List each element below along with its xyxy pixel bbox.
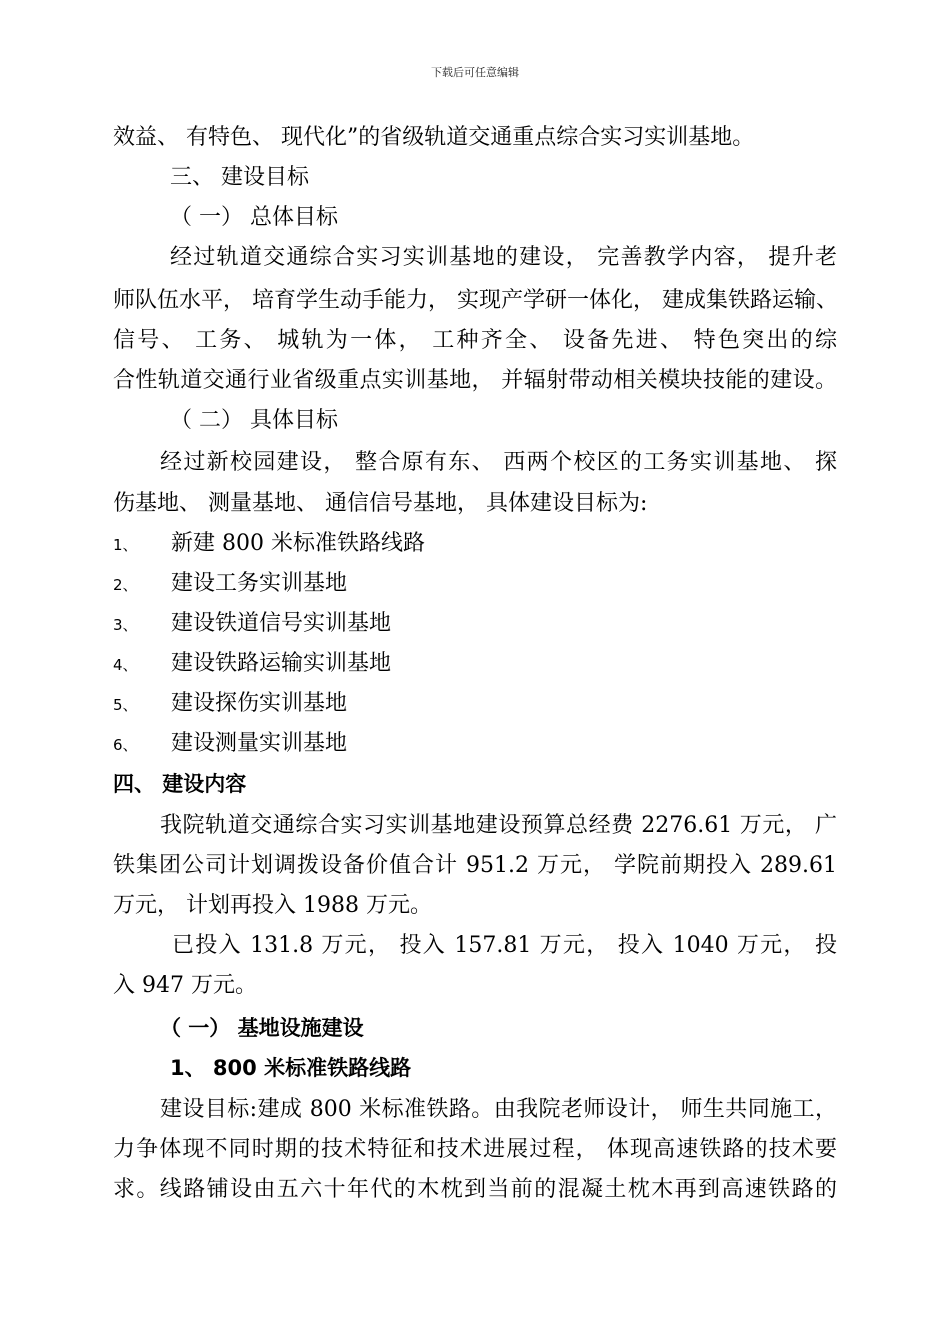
list-number: 6、 [113, 736, 138, 754]
paragraph-line: 已投入 131.8 万元， 投入 157.81 万元， 投入 1040 万元， 投 [172, 933, 837, 958]
list-item [113, 650, 391, 679]
section-heading: 三、 建设目标 [170, 165, 309, 190]
paragraph-line: 求。线路铺设由五六十年代的木枕到当前的混凝土枕木再到高速铁路的 [113, 1177, 837, 1202]
list-text: 建设铁路运输实训基地 [171, 651, 392, 676]
paragraph-line: 师队伍水平， 培育学生动手能力， 实现产学研一体化， 建成集铁路运输、 [113, 288, 838, 313]
paragraph-line: 合性轨道交通行业省级重点实训基地， 并辐射带动相关模块技能的建设。 [113, 368, 837, 393]
page-header: 下载后可任意编辑 [431, 66, 519, 79]
paragraph-line: 经过新校园建设， 整合原有东、 西两个校区的工务实训基地、 探 [160, 450, 837, 475]
paragraph-line: 我院轨道交通综合实习实训基地建设预算总经费 2276.61 万元， 广 [160, 813, 837, 838]
list-text: 建设工务实训基地 [171, 571, 348, 596]
paragraph-line: 入 947 万元。 [113, 973, 257, 998]
list-text: 建设探伤实训基地 [171, 691, 348, 716]
list-number: 4、 [113, 656, 138, 674]
list-item [113, 730, 347, 759]
subsection-heading: （ 一） 基地设施建设 [160, 1016, 364, 1040]
paragraph-line: 铁集团公司计划调拨设备价值合计 951.2 万元， 学院前期投入 289.61 [113, 853, 837, 878]
item-heading: 1、 800 米标准铁路线路 [170, 1056, 412, 1080]
paragraph-line: 伤基地、 测量基地、 通信信号基地， 具体建设目标为: [113, 491, 648, 516]
list-text: 建设铁道信号实训基地 [171, 611, 392, 636]
paragraph-line: 建设目标:建成 800 米标准铁路。由我院老师设计， 师生共同施工， [160, 1097, 837, 1122]
paragraph-line: 经过轨道交通综合实习实训基地的建设， 完善教学内容， 提升老 [170, 245, 837, 270]
list-number: 5、 [113, 696, 138, 714]
paragraph-line: 信号、 工务、 城轨为一体， 工种齐全、 设备先进、 特色突出的综 [113, 328, 837, 353]
list-number: 2、 [113, 576, 138, 594]
subsection-heading: （ 二） 具体目标 [170, 408, 338, 433]
paragraph-line: 效益、 有特色、 现代化”的省级轨道交通重点综合实习实训基地。 [113, 125, 755, 150]
list-item [113, 610, 391, 639]
list-item [113, 690, 347, 719]
list-text: 新建 800 米标准铁路线路 [171, 531, 425, 556]
paragraph-line: 万元， 计划再投入 1988 万元。 [113, 893, 432, 918]
subsection-heading: （ 一） 总体目标 [170, 205, 338, 230]
list-item [113, 570, 347, 599]
list-text: 建设测量实训基地 [171, 731, 348, 756]
section-heading: 四、 建设内容 [113, 772, 247, 796]
list-number: 3、 [113, 616, 138, 634]
paragraph-line: 力争体现不同时期的技术特征和技术进展过程， 体现高速铁路的技术要 [113, 1137, 837, 1162]
list-item [113, 530, 425, 559]
list-number: 1、 [113, 536, 138, 554]
